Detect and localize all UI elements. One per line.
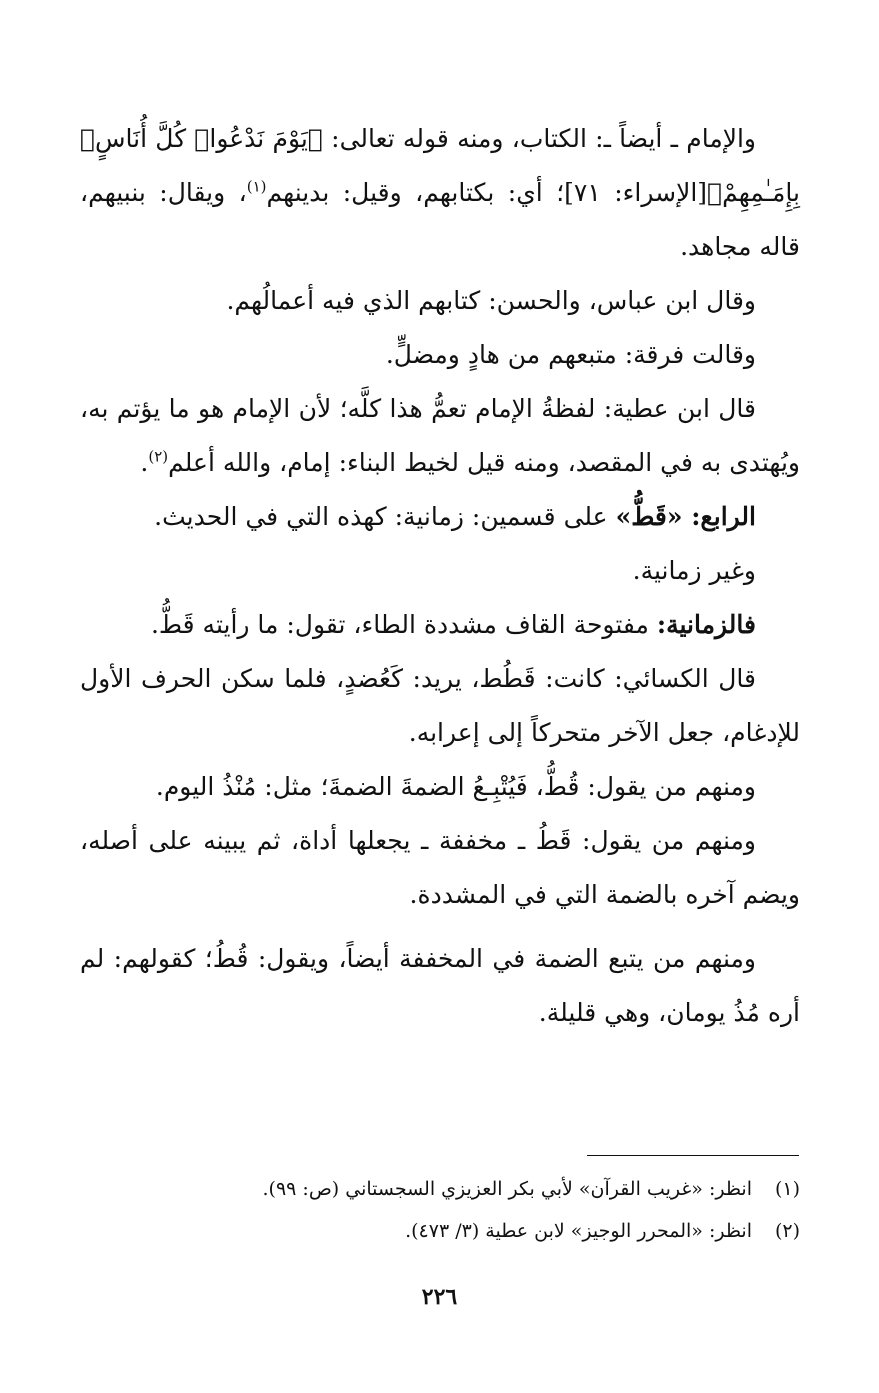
footnote-number: (١) <box>774 1178 800 1200</box>
term-heading: فالزمانية: <box>656 610 756 639</box>
paragraph-fourth-qatt <box>80 490 800 544</box>
paragraph-qat-light: ومنهم من يقول: قَطُ ـ مخففة ـ يجعلها أداة، ثم يبينه على أصله، ويضم آخره بالضمة التي في المشددة. <box>80 826 800 909</box>
paragraph-qutt: ومنهم من يقول: قُطُّ، فَيُتْبِـعُ الضمةَ الضمةَ؛ مثل: مُنْذُ اليوم. <box>155 772 756 801</box>
quran-verse: ﴿يَوْمَ نَدْعُوا۟ كُلَّ أُنَاسٍۭ بِإِمَـٰمِهِمْ﴾ <box>80 124 800 207</box>
paragraph-text: ، ويقال: بنبيهم، قاله مجاهد. <box>80 178 800 261</box>
paragraph-qut-light: ومنهم من يتبع الضمة في المخففة أيضاً، ويقول: قُطُ؛ كقولهم: لم أره مُذُ يومان، وهي قليلة. <box>80 944 800 1027</box>
paragraph-text: مفتوحة القاف مشددة الطاء، تقول: ما رأيته قَطُّ. <box>150 610 657 639</box>
footnote-text: انظر: «غريب القرآن» لأبي بكر العزيزي السجستاني (ص: ٩٩). <box>262 1178 752 1200</box>
paragraph-non-temporal: وغير زمانية. <box>632 556 756 585</box>
footnote-ref-1[interactable]: (١) <box>246 177 267 196</box>
paragraph-text: [الإسراء: ٧١]؛ أي: بكتابهم، وقيل: بدينهم <box>266 178 708 207</box>
paragraph-text: . <box>140 448 149 477</box>
section-heading: الرابع: «قَطُّ» <box>615 502 756 531</box>
paragraph-text: على قسمين: زمانية: كهذه التي في الحديث. <box>154 502 616 531</box>
footnote-ref-2[interactable]: (٢) <box>148 447 169 466</box>
paragraph-firqa: وقالت فرقة: متبعهم من هادٍ ومضلٍّ. <box>385 340 756 369</box>
paragraph-temporal <box>80 598 800 652</box>
page-number: ٢٢٦ <box>421 1284 458 1310</box>
main-text <box>80 112 800 1040</box>
paragraph-kisai: قال الكسائي: كانت: قَطُط، يريد: كَعُضدٍ، فلما سكن الحرف الأول للإدغام، جعل الآخر متحركاً إلى إعرابه. <box>80 664 800 747</box>
footnotes <box>80 1168 800 1252</box>
paragraph-ibn-atiyya <box>80 382 800 490</box>
footnote-number: (٢) <box>774 1220 800 1242</box>
paragraph-text: قال ابن عطية: لفظةُ الإمام تعمُّ هذا كلَّه؛ لأن الإمام هو ما يؤتم به، ويُهتدى به في المقصد، ومنه قيل لخيط البناء: إمام، والله أعلم <box>80 394 800 477</box>
paragraph-ibn-abbas: وقال ابن عباس، والحسن: كتابهم الذي فيه أعمالُهم. <box>226 286 756 315</box>
footnote-1 <box>80 1168 800 1210</box>
footnote-2 <box>80 1210 800 1252</box>
footnote-divider <box>587 1155 799 1156</box>
paragraph-imam-definition <box>80 112 800 274</box>
footnote-text: انظر: «المحرر الوجيز» لابن عطية (٣/ ٤٧٣). <box>405 1220 752 1242</box>
paragraph-text: والإمام ـ أيضاً ـ: الكتاب، ومنه قوله تعالى: <box>322 124 756 153</box>
